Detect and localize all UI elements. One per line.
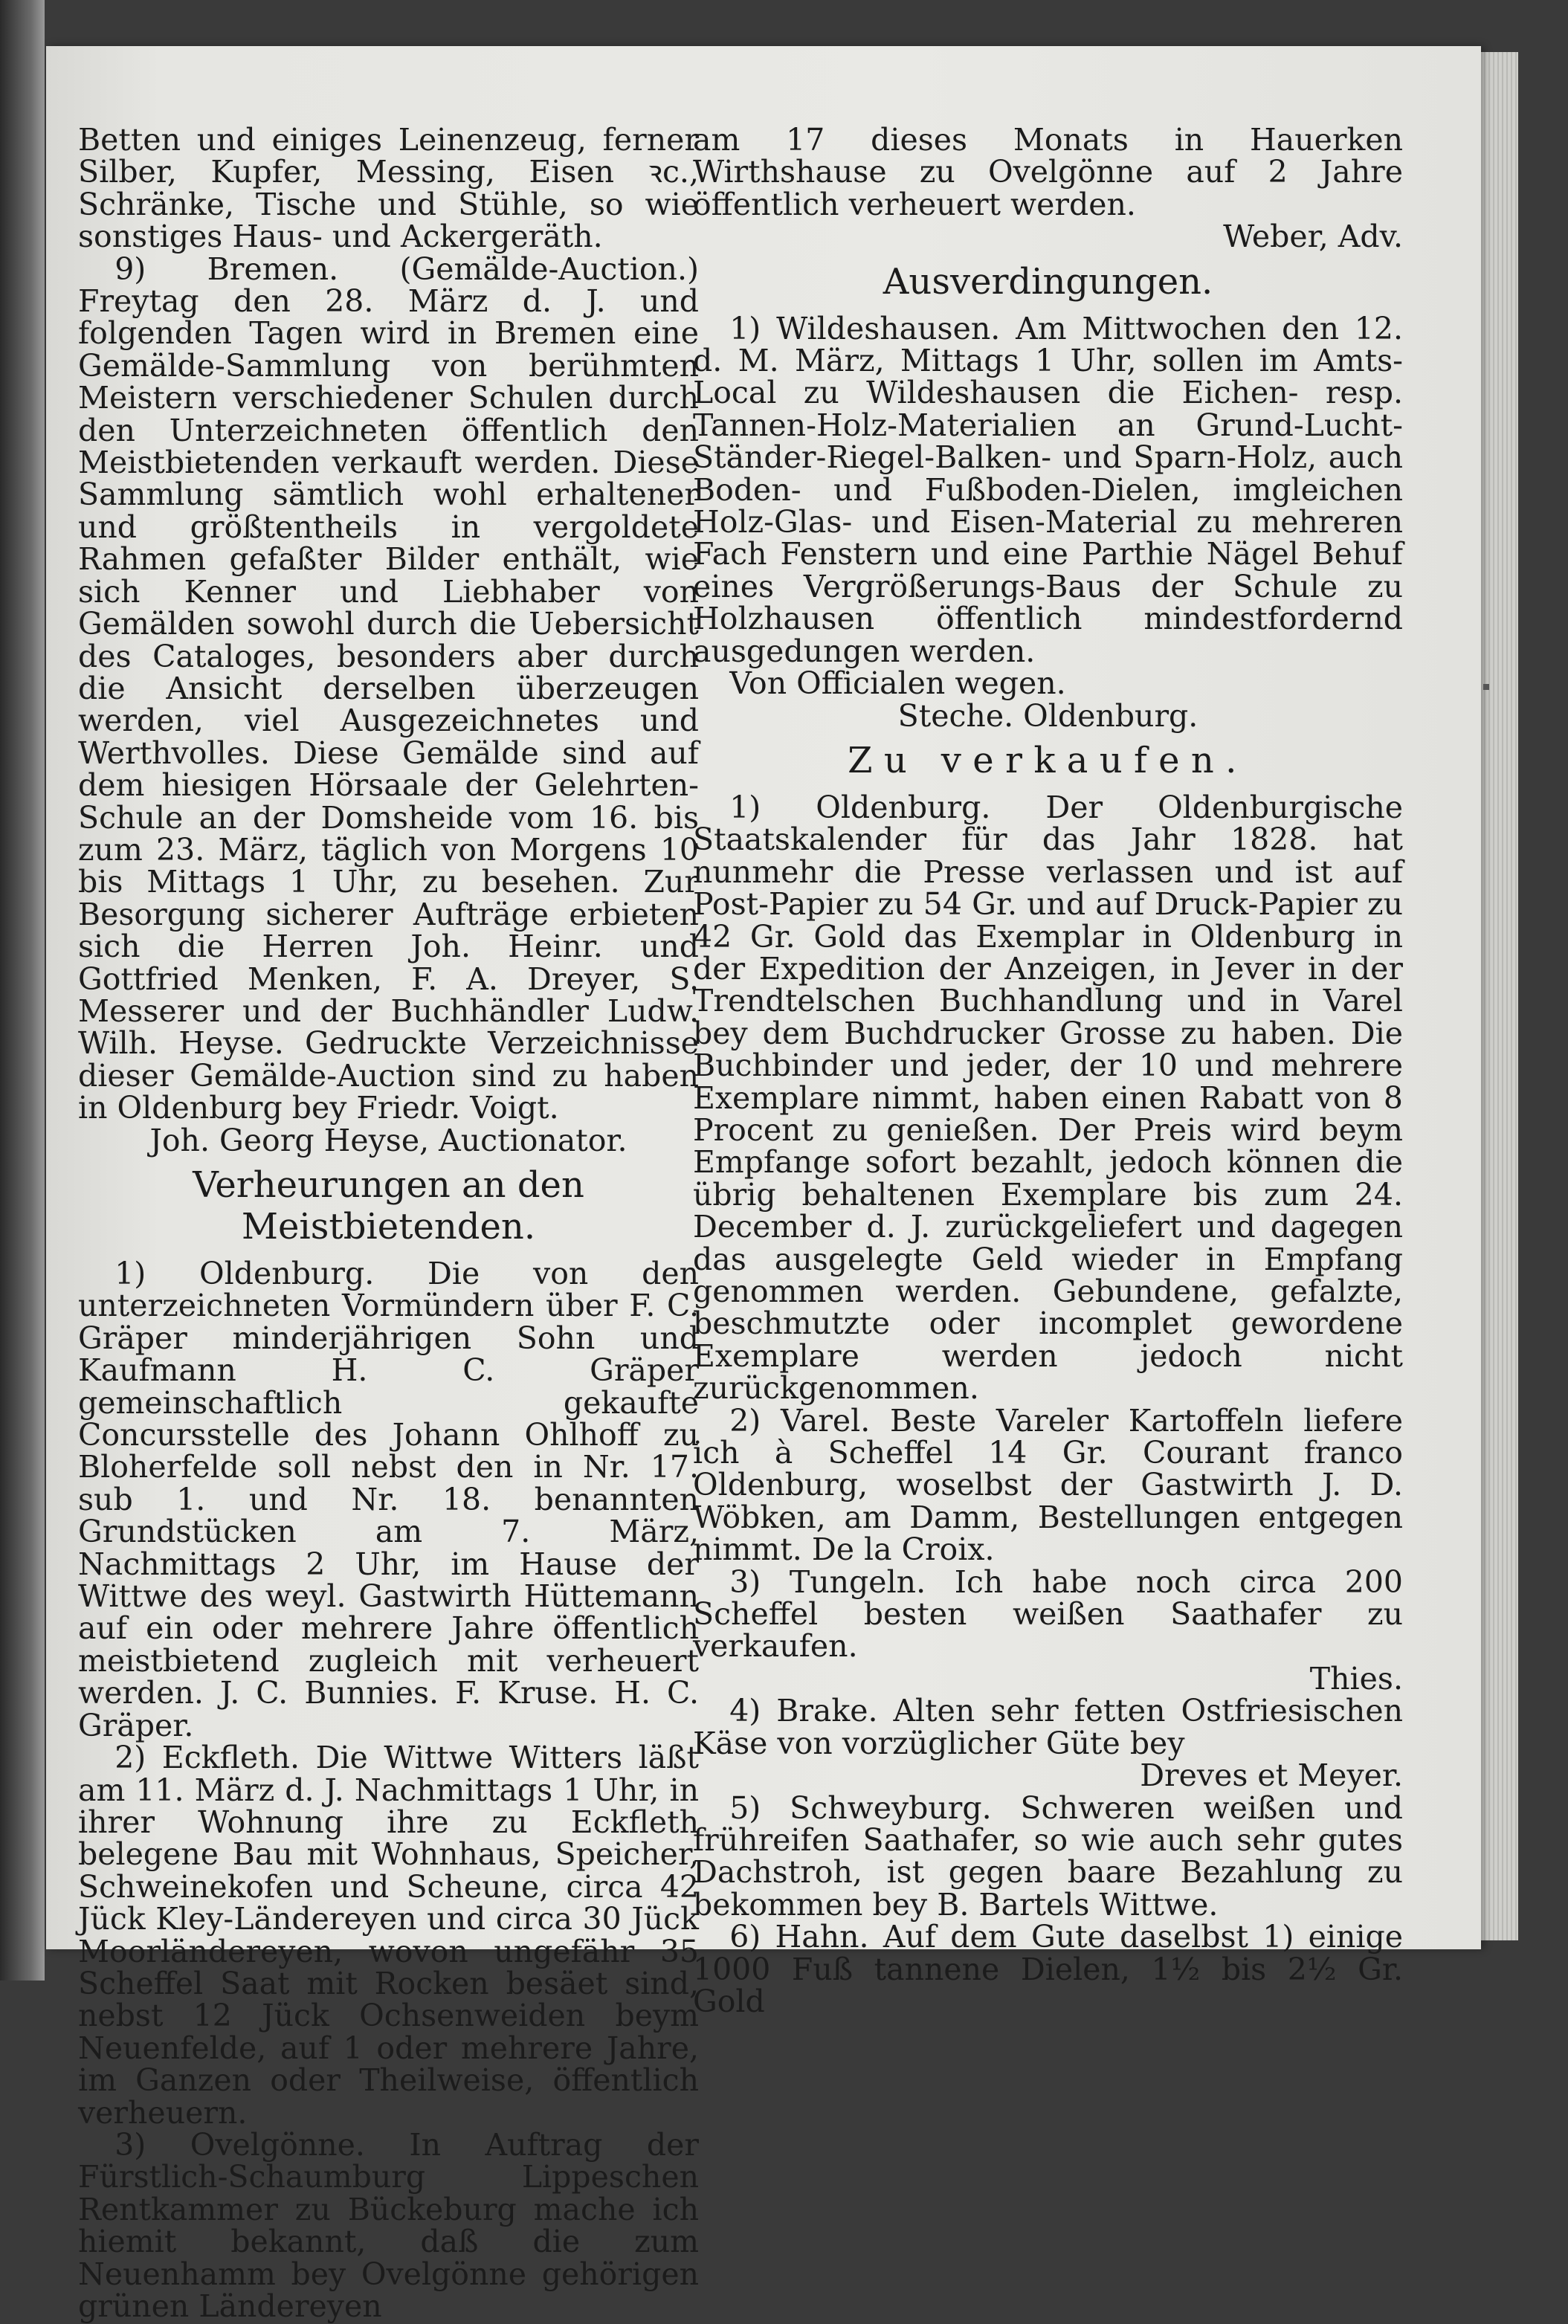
paragraph-wildeshausen: 1) Wildeshausen. Am Mittwochen den 12. d. M. März, Mittags 1 Uhr, sollen im Amts-Local zu Wildeshausen die Eichen- resp. Tannen-Holz-Materialien an Grund-Lucht-Ständer-Riegel-Balken- und Sparn-Holz, auch Boden- und Fußboden-Dielen, imgleichen Holz-Glas- und Eisen-Material zu mehreren Fach Fenstern und eine Parthie Nägel Behuf eines Vergrößerungs-Baus der Schule zu Holzhausen öffentlich mindestfordernd ausgedungen werden. [693, 310, 1403, 669]
paragraph-ovelgoenne: 3) Ovelgönne. In Auftrag der Fürstlich-Schaumburg Lippeschen Rentkammer zu Bückeburg mache ich hiemit bekannt, daß die zum Neuenhamm bey Ovelgönne gehörigen grünen Ländereyen [78, 2126, 699, 2324]
paragraph-staatskalender: 1) Oldenburg. Der Oldenburgische Staatskalender für das Jahr 1828. hat nunmehr die Presse verlassen und ist auf Post-Papier zu 54 Gr. und auf Druck-Papier zu 42 Gr. Gold das Exemplar in Oldenburg in der Expedition der Anzeigen, in Jever in der Trendtelschen Buchhandlung und in Varel bey dem Buchdrucker Grosse zu haben. Die Buchbinder und jeder, der 10 und mehrere Exemplare nimmt, haben einen Rabatt von 8 Procent zu genießen. Der Preis wird beym Empfange sofort bezahlt, jedoch können die übrig behaltenen Exemplare bis zum 24. December d. J. zurückgeliefert und dagegen das ausgelegte Geld wieder in Empfang genommen werden. Gebundene, gefalzte, beschmutzte oder incomplet gewordene Exemplare werden jedoch nicht zurückgenommen. [693, 789, 1403, 1407]
paragraph-auction-household: Betten und einiges Leinenzeug, ferner Silber, Kupfer, Messing, Eisen ꝛc., Schränke, Tische und Stühle, so wie sonstiges Haus- und Ackergeräth. [78, 122, 699, 255]
paragraph-bremen-auction: 9) Bremen. (Gemälde-Auction.) Freytag den 28. März d. J. und folgenden Tagen wird in Bremen eine Gemälde-Sammlung von berühmten Meistern verschiedener Schulen durch den Unterzeichneten öffentlich den Meistbietenden verkauft werden. Diese Sammlung sämtlich wohl erhaltener und größtentheils in vergoldete Rahmen gefaßter Bilder enthält, wie sich Kenner und Liebhaber von Gemälden sowohl durch die Uebersicht des Cataloges, besonders aber durch die Ansicht derselben überzeugen werden, viel Ausgezeichnetes und Werthvolles. Diese Gemälde sind auf dem hiesigen Hörsaale der Gelehrten-Schule an der Domsheide vom 16. bis zum 23. März, täglich von Morgens 10 bis Mittags 1 Uhr, zu besehen. Zur Besorgung sicherer Aufträge erbieten sich die Herren Joh. Heinr. und Gottfried Menken, F. A. Dreyer, S. Messerer und der Buchhändler Ludw. Wilh. Heyse. Gedruckte Verzeichnisse dieser Gemälde-Auction sind zu haben in Oldenburg bey Friedr. Voigt. [78, 251, 699, 1126]
signature-steche: Steche. Oldenburg. [897, 697, 1198, 734]
paragraph-tungeln: 3) Tungeln. Ich habe noch circa 200 Scheffel besten weißen Saathafer zu verkaufen. [693, 1563, 1403, 1665]
section-heading-zu-verkaufen: Zu verkaufen. [848, 739, 1248, 781]
document-page [46, 46, 1481, 2324]
section-heading-verheurungen: Verheurungen an den Meistbietenden. [193, 1164, 584, 1247]
section-heading-ausverdingungen: Ausverdingungen. [883, 260, 1213, 303]
left-column [78, 124, 699, 2323]
paragraph-schweyburg: 5) Schweyburg. Schweren weißen und frühreifen Saathafer, so wie auch sehr gutes Dachstroh, ist gegen baare Bezahlung zu bekommen bey B. Bartels Wittwe. [693, 1789, 1403, 1923]
signature-dreves: Dreves et Meyer. [1140, 1757, 1403, 1794]
signature-weber: Weber, Adv. [1223, 219, 1403, 255]
paragraph-hahn: 6) Hahn. Auf dem Gute daselbst 1) einige 1000 Fuß tannene Dielen, 1½ bis 2½ Gr. Gold [693, 1919, 1403, 2019]
page-stack-edge [1481, 52, 1518, 1940]
officials-line: Von Officialen wegen. [729, 665, 1066, 702]
signature-heyse: Joh. Georg Heyse, Auctionator. [149, 1122, 627, 1158]
paragraph-brake: 4) Brake. Alten sehr fetten Ostfriesischen Käse von vorzüglicher Güte bey [693, 1693, 1403, 1761]
paragraph-ovelgoenne-continued: am 17 dieses Monats in Hauerken Wirthshause zu Ovelgönne auf 2 Jahre öffentlich verheuert werden. [693, 122, 1403, 222]
paragraph-eckfleth: 2) Eckfleth. Die Wittwe Witters läßt am 11. März d. J. Nachmittags 1 Uhr, in ihrer Wohnung ihre zu Eckfleth belegene Bau mit Wohnhaus, Speicher, Schweinekofen und Scheune, circa 42 Jück Kley-Ländereyen und circa 30 Jück Moorländereyen, wovon ungefähr 35 Scheffel Saat mit Rocken besäet sind, nebst 12 Jück Ochsenweiden beym Neuenfelde, auf 1 oder mehrere Jahre, im Ganzen oder Theilweise, öffentlich verheuern. [78, 1740, 699, 2131]
paragraph-varel: 2) Varel. Beste Vareler Kartoffeln liefere ich à Scheffel 14 Gr. Courant franco Oldenburg, woselbst der Gastwirth J. D. Wöbken, am Damm, Bestellungen entgegen nimmt. De la Croix. [693, 1402, 1403, 1568]
ink-mark [1483, 684, 1489, 690]
signature-thies: Thies. [1309, 1660, 1403, 1697]
right-column [693, 124, 1403, 2018]
book-binding [0, 0, 45, 1981]
paragraph-oldenburg-concurs: 1) Oldenburg. Die von den unterzeichneten Vormündern über F. C. Gräper minderjährigen Sohn und Kaufmann H. C. Gräper gemeinschaftlich gekaufte Concursstelle des Johann Ohlhoff zu Bloherfelde soll nebst den in Nr. 17. sub 1. und Nr. 18. benannten Grundstücken am 7. März, Nachmittags 2 Uhr, im Hause der Wittwe des weyl. Gastwirth Hüttemann auf ein oder mehrere Jahre öffentlich meistbietend zugleich mit verheuert werden. J. C. Bunnies. F. Kruse. H. C. Gräper. [78, 1256, 699, 1743]
